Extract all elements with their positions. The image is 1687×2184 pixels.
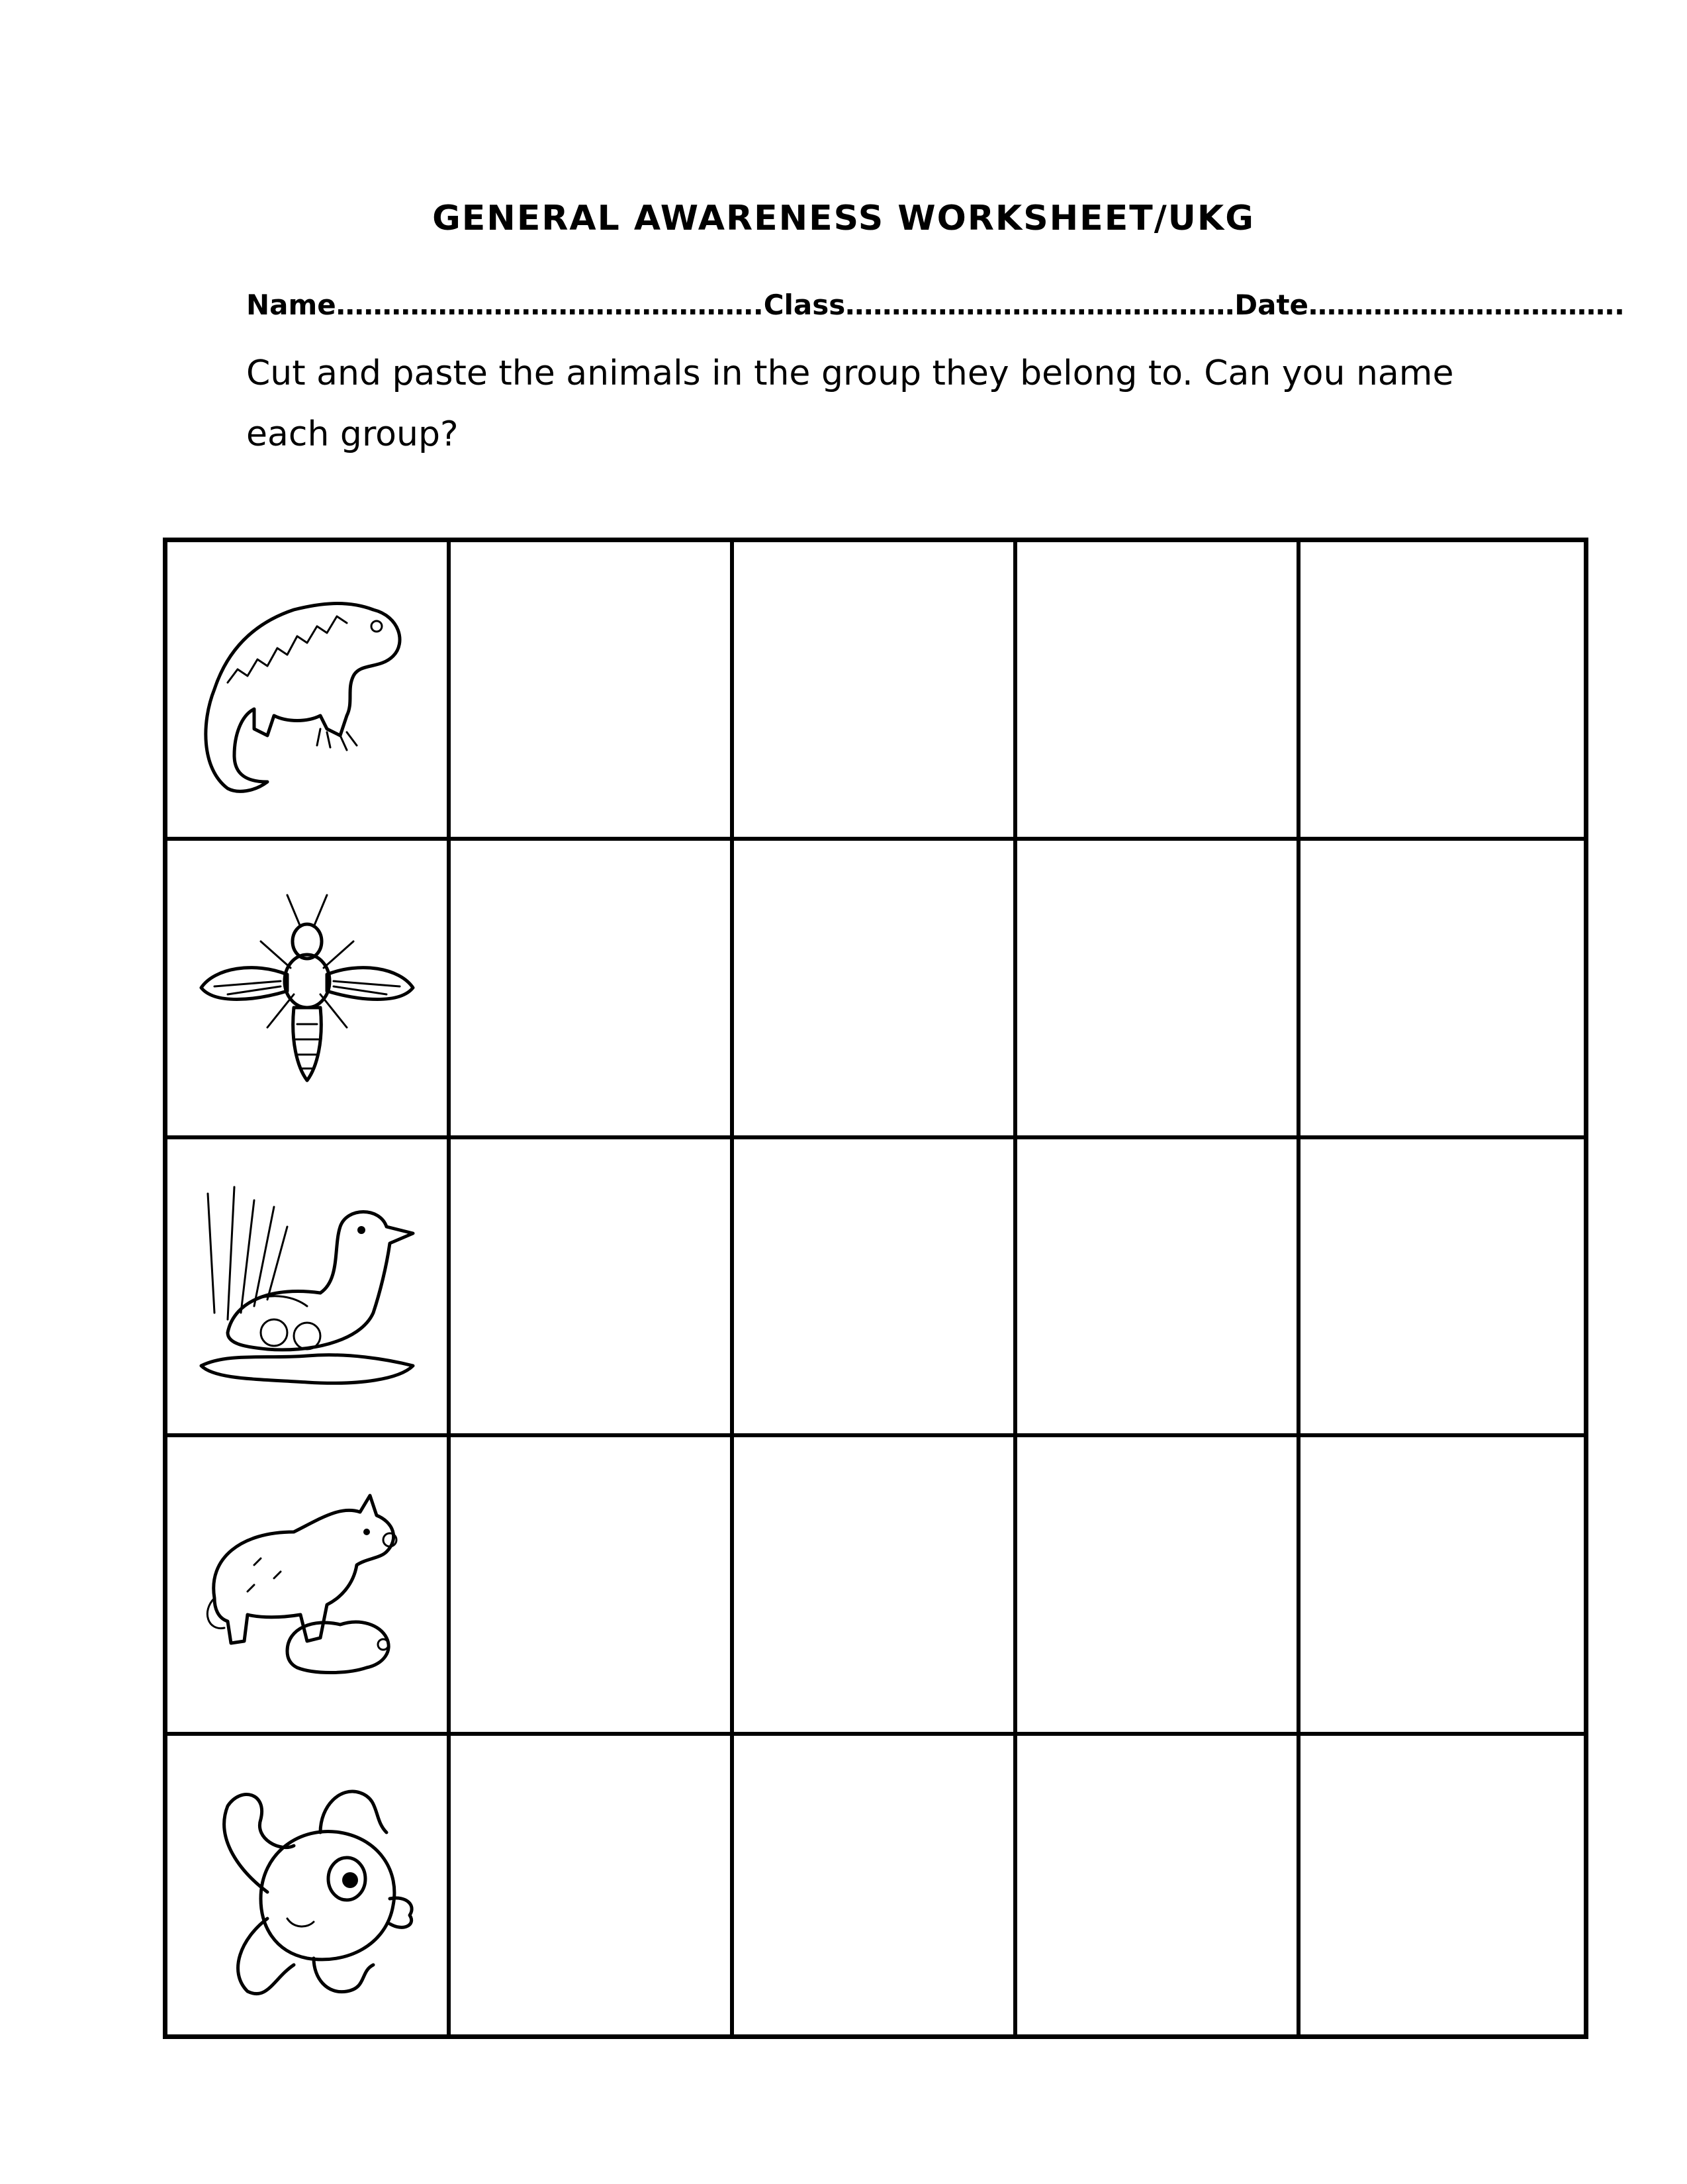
grid-cell[interactable] bbox=[1017, 542, 1300, 841]
grid-cell[interactable] bbox=[734, 542, 1017, 841]
grid-cell-animal bbox=[167, 1437, 451, 1736]
fish-icon bbox=[188, 1766, 426, 2005]
name-class-date-line[interactable]: Name……………………………………….Class……………………………………Date……………………………. bbox=[246, 289, 1625, 321]
grid-cell[interactable] bbox=[1017, 1139, 1300, 1438]
worksheet-title: GENERAL AWARENESS WORKSHEET/UKG bbox=[432, 199, 1255, 238]
duck-icon bbox=[188, 1167, 426, 1405]
grid-cell[interactable] bbox=[734, 1139, 1017, 1438]
sorting-grid bbox=[163, 538, 1588, 2039]
grid-cell-animal bbox=[167, 542, 451, 841]
grid-cell[interactable] bbox=[1300, 1139, 1584, 1438]
grid-cell[interactable] bbox=[1017, 841, 1300, 1139]
grid-cell-animal bbox=[167, 1736, 451, 2034]
grid-cell[interactable] bbox=[451, 1139, 734, 1438]
grid-cell[interactable] bbox=[1017, 1736, 1300, 2034]
grid-cell[interactable] bbox=[734, 1736, 1017, 2034]
grid-cell[interactable] bbox=[451, 841, 734, 1139]
grid-cell[interactable] bbox=[1300, 1437, 1584, 1736]
insect-icon bbox=[188, 869, 426, 1107]
crocodile-icon bbox=[188, 570, 426, 808]
grid-cell-animal bbox=[167, 1139, 451, 1438]
instruction-text: Cut and paste the animals in the group they belong to. Can you name each group? bbox=[246, 354, 1454, 454]
grid-cell[interactable] bbox=[1017, 1437, 1300, 1736]
grid-cell-animal bbox=[167, 841, 451, 1139]
grid-cell[interactable] bbox=[451, 1437, 734, 1736]
grid-cell[interactable] bbox=[451, 542, 734, 841]
grid-cell[interactable] bbox=[1300, 841, 1584, 1139]
pig-icon bbox=[188, 1466, 426, 1704]
grid-cell[interactable] bbox=[734, 1437, 1017, 1736]
grid-cell[interactable] bbox=[734, 841, 1017, 1139]
grid-cell[interactable] bbox=[1300, 1736, 1584, 2034]
grid-cell[interactable] bbox=[451, 1736, 734, 2034]
grid-cell[interactable] bbox=[1300, 542, 1584, 841]
